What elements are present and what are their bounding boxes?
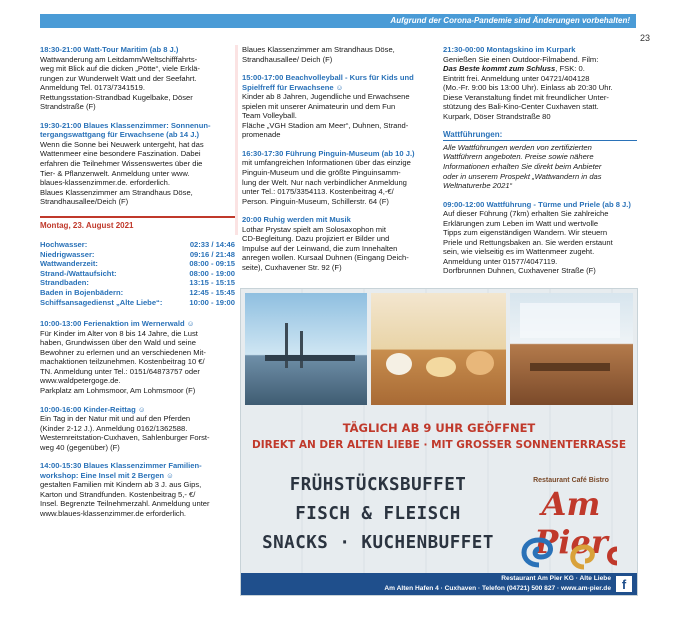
tide-value: 10:00 - 19:00 bbox=[189, 297, 235, 307]
table-row bbox=[40, 250, 235, 260]
section-title: Wattführungen: bbox=[443, 130, 637, 141]
column-3 bbox=[443, 45, 637, 285]
event-text: Insel. Begrenzte Teilnehmerzahl. Anmeldung unter bbox=[40, 499, 210, 509]
event-title: 15:00-17:00 Beachvolleyball - Kurs für Kids und bbox=[242, 73, 414, 83]
buffet-photo bbox=[371, 293, 506, 405]
event-text: Kurpark, Döser Strandstraße 80 bbox=[443, 111, 551, 121]
event-title: 14:00-15:30 Blaues Klassenzimmer Familien- bbox=[40, 461, 202, 471]
event-text: Genießen Sie einen Outdoor-Filmabend. Film: bbox=[443, 54, 599, 64]
table-row bbox=[40, 298, 235, 308]
table-row bbox=[40, 269, 235, 279]
event-title: tergangswattgang für Erwachsene (ab 14 J.) bbox=[40, 130, 200, 140]
tide-value: 09:16 / 21:48 bbox=[189, 249, 235, 259]
event-text: machaktionen teilzunehmen. Kostenbeitrag 10 €/ bbox=[40, 357, 205, 367]
event-text: Dorfbrunnen Duhnen, Cuxhavener Straße (F) bbox=[443, 266, 596, 276]
event-title: 16:30-17:30 Führung Pinguin-Museum (ab 10 J.) bbox=[242, 148, 415, 158]
event-text: Pinguin-Museum und die größte Pinguinsamm- bbox=[242, 168, 401, 178]
event-text: Person. Pinguin-Museum, Schillerstr. 64 (F) bbox=[242, 196, 389, 206]
tide-label: Hochwasser: bbox=[40, 240, 88, 250]
info-text: Informationen erhalten Sie direkt beim Anbieter bbox=[443, 162, 602, 172]
ad-photos bbox=[241, 289, 637, 409]
event-text: blaues-klassenzimmer.de. erforderlich. bbox=[40, 178, 170, 188]
event-beachvolleyball bbox=[242, 73, 439, 140]
event-text bbox=[443, 64, 637, 74]
event-text: Priele und Rettungsbaken an. Sie werden erstaunt bbox=[443, 237, 613, 247]
event-text: Impulse auf der Leinwand, die zum Innehalten bbox=[242, 243, 398, 253]
event-text: Für Kinder im Alter von 8 bis 14 Jahre, die Lust bbox=[40, 328, 198, 338]
event-text: anregen wollen. Kursaal Duhnen (Eingang Deich- bbox=[242, 253, 409, 263]
event-text: CD-Begleitung. Dazu projiziert er Bilder und bbox=[242, 234, 390, 244]
event-title: workshop: Eine Insel mit 2 Bergen ☺ bbox=[40, 470, 174, 480]
event-wernerwald bbox=[40, 319, 235, 395]
info-text: Alle Wattführungen werden von zertifizierten bbox=[443, 142, 592, 152]
table-row bbox=[40, 278, 235, 288]
event-text: stützung des Bali-Kino-Center Cuxhaven statt. bbox=[443, 102, 599, 112]
film-title: Das Beste kommt zum Schluss bbox=[443, 64, 556, 74]
tide-label: Wattwanderzeit: bbox=[40, 259, 98, 269]
event-text: Strandstraße (F) bbox=[40, 102, 96, 112]
event-text: Diese Veranstaltung findet mit freundlicher Unter- bbox=[443, 92, 609, 102]
event-title: 19:30-21:00 Blaues Klassenzimmer: Sonnenun- bbox=[40, 120, 211, 130]
event-text: Parkplatz am Lohmsmoor, Am Lohmsmoor (F) bbox=[40, 385, 196, 395]
event-text: Bewohner zu erlernen und an verschiedenen Mit- bbox=[40, 347, 206, 357]
event-text: Blaues Klassenzimmer am Strandhaus Döse, bbox=[40, 187, 193, 197]
tide-label: Strandbaden: bbox=[40, 278, 89, 288]
event-text: spielen mit unserer Animateurin und dem Fun bbox=[242, 101, 396, 111]
info-text: Wattführern angeboten. Preise sowie nähere bbox=[443, 152, 594, 162]
event-title: 09:00-12:00 Wattführung - Türme und Priele (ab 8 J.) bbox=[443, 199, 631, 209]
event-text: Strandhausallee/Deich (F) bbox=[40, 197, 129, 207]
ad-footer-contact: Am Alten Hafen 4 · Cuxhaven · Telefon (04721) 500 827 · www.am-pier.de bbox=[384, 585, 611, 592]
event-title: 18:30-21:00 Watt-Tour Maritim (ab 8 J.) bbox=[40, 45, 179, 54]
tide-value: 08:00 - 09:15 bbox=[189, 259, 235, 269]
ad-footer-company: Restaurant Am Pier KG · Alte Liebe bbox=[501, 575, 611, 582]
event-text: Westernreitstation-Cuxhaven, Sahlenburger Forst- bbox=[40, 433, 210, 443]
event-text: www.waldpetergoge.de. bbox=[40, 376, 121, 386]
event-familienworkshop bbox=[40, 461, 235, 518]
event-text: rungen zur Wunderwelt Watt und der Seefahrt. bbox=[40, 73, 197, 83]
event-title: 10:00-13:00 Ferienaktion im Wernerwald ☺ bbox=[40, 319, 195, 329]
event-watt-tour bbox=[40, 45, 235, 112]
tide-table bbox=[40, 240, 235, 307]
event-text: Wattenmeer eine besondere Faszination. Dabei bbox=[40, 149, 201, 159]
logo-name: Am Pier bbox=[534, 485, 608, 561]
event-text: Anmeldung Tel. 0173/7341519. bbox=[40, 83, 145, 93]
am-pier-logo bbox=[509, 477, 633, 573]
event-text: Karton und Strandfunden. Kostenbeitrag 5,- €/ bbox=[40, 489, 196, 499]
info-text: oder in unserem Prospekt „Wattwandern in das bbox=[443, 171, 602, 181]
event-text: Rettungsstation-Strandbad Kugelbake, Döser bbox=[40, 92, 193, 102]
advertisement-am-pier bbox=[240, 288, 638, 596]
event-text: Auf dieser Führung (7km) erhalten Sie zahlreiche bbox=[443, 209, 609, 219]
pier-photo bbox=[245, 293, 367, 405]
event-kinder-reittag bbox=[40, 405, 235, 453]
table-row bbox=[40, 259, 235, 269]
event-text: sein, wie vielseitig es im Wattenmeer zugeht. bbox=[443, 247, 595, 257]
event-continuation bbox=[242, 45, 439, 64]
event-text: Wattwanderung am Leitdamm/Weltschifffahrts- bbox=[40, 54, 198, 64]
corona-banner: Aufgrund der Corona-Pandemie sind Änderungen vorbehalten! bbox=[40, 14, 636, 28]
event-ruhig-werden bbox=[242, 215, 439, 272]
event-sonnenuntergang bbox=[40, 121, 235, 207]
table-row bbox=[40, 240, 235, 250]
tide-label: Baden in Bojenbädern: bbox=[40, 288, 124, 298]
event-text: seite), Cuxhavener Str. 92 (F) bbox=[242, 262, 342, 272]
tide-value: 13:15 - 15:15 bbox=[189, 278, 235, 288]
column-1 bbox=[40, 45, 235, 528]
event-text: gestalten Familien mit Kindern ab 3 J. aus Gips, bbox=[40, 480, 202, 490]
event-text: Blaues Klassenzimmer am Strandhaus Döse, bbox=[242, 45, 395, 54]
event-montagskino bbox=[443, 45, 637, 121]
event-text: TN. Anmeldung unter Tel.: 0151/64873757 oder bbox=[40, 366, 200, 376]
event-text: weg mit Blick auf die dicken „Pötte“, viele Erklä- bbox=[40, 64, 200, 74]
event-text: promenade bbox=[242, 130, 281, 140]
table-row bbox=[40, 288, 235, 298]
event-text: Eintritt frei. Anmeldung unter 04721/404128 bbox=[443, 73, 590, 83]
page-number: 23 bbox=[640, 33, 651, 43]
column-divider bbox=[235, 45, 238, 235]
ad-snacks: SNACKS · KUCHENBUFFET bbox=[262, 533, 494, 553]
event-text: (Mo.-Fr. 9:00 bis 13:00 Uhr). Einlass ab 20:30 Uhr. bbox=[443, 83, 613, 93]
ad-location: DIREKT AN DER ALTEN LIEBE · MIT GROSSER SONNENTERRASSE bbox=[252, 439, 626, 451]
film-suffix: , FSK: 0. bbox=[555, 64, 585, 74]
date-heading: Montag, 23. August 2021 bbox=[40, 216, 235, 235]
tide-label: Schiffsansagedienst „Alte Liebe“: bbox=[40, 297, 163, 307]
event-text: unter Tel.: 0175/3354113. Kostenbeitrag 4,-€/ bbox=[242, 187, 394, 197]
event-title: 21:30-00:00 Montagskino im Kurpark bbox=[443, 45, 576, 54]
event-text: haben, Grundwissen über den Wald und seine bbox=[40, 338, 196, 348]
tide-value: 08:00 - 19:00 bbox=[189, 268, 235, 278]
event-text: Tipps zum eigenständigen Wandern. Wir steuern bbox=[443, 228, 608, 238]
event-text: lung der Welt. Nur nach verbindlicher Anmeldung bbox=[242, 177, 407, 187]
event-text: Team Volleyball. bbox=[242, 111, 297, 121]
event-text: Kinder ab 8 Jahren, Jugendliche und Erwachsene bbox=[242, 92, 410, 102]
swirl-icon bbox=[509, 525, 633, 575]
event-title: 10:00-16:00 Kinder-Reittag ☺ bbox=[40, 404, 146, 414]
event-title: Spielfreff für Erwachsene ☺ bbox=[242, 82, 344, 92]
event-title: 20:00 Ruhig werden mit Musik bbox=[242, 215, 351, 225]
event-text: Erklärungen zum Leben im Watt und wertvolle bbox=[443, 218, 599, 228]
event-text: www.blaues-klassenzimmer.de erforderlich. bbox=[40, 508, 187, 518]
tide-label: Niedrigwasser: bbox=[40, 249, 95, 259]
event-text: Anmeldung unter 01577/4047119. bbox=[443, 256, 558, 266]
ad-fruehstueck: FRÜHSTÜCKSBUFFET bbox=[289, 475, 467, 495]
event-pinguin-museum bbox=[242, 149, 439, 206]
restaurant-photo bbox=[510, 293, 633, 405]
logo-subtitle: Restaurant Café Bistro bbox=[533, 477, 609, 484]
event-text: weg 40 (gegenüber) (F) bbox=[40, 442, 120, 452]
event-text: (Kinder 2-12 J.). Anmeldung 0162/1362588. bbox=[40, 423, 188, 433]
event-text: Tier- & Pflanzenwelt. Anmeldung unter www. bbox=[40, 168, 190, 178]
ad-opening-hours: TÄGLICH AB 9 UHR GEÖFFNET bbox=[342, 421, 536, 435]
event-text: Ein Tag in der Natur mit und auf den Pferden bbox=[40, 414, 191, 424]
tide-label: Strand-/Wattaufsicht: bbox=[40, 268, 117, 278]
tide-value: 02:33 / 14:46 bbox=[189, 240, 235, 250]
event-text: Wenn die Sonne bei Neuwerk untergeht, hat das bbox=[40, 139, 204, 149]
event-wattfuehrung-tuerme bbox=[443, 200, 637, 276]
ad-footer bbox=[241, 573, 637, 595]
event-text: Strandhausallee/ Deich (F) bbox=[242, 54, 333, 64]
event-text: erfahren die Teilnehmer Wissenswertes über die bbox=[40, 159, 203, 169]
event-text: mit umfangreichen Informationen über das einzige bbox=[242, 158, 411, 168]
info-text: Weltnaturerbe 2021“ bbox=[443, 181, 513, 191]
ad-fisch-fleisch: FISCH & FLEISCH bbox=[295, 504, 461, 524]
event-text: Lothar Prystav spielt am Solosaxophon mit bbox=[242, 224, 386, 234]
tide-value: 12:45 - 15:45 bbox=[189, 288, 235, 298]
facebook-icon[interactable]: f bbox=[616, 576, 632, 592]
wattfuehrungen-info bbox=[443, 130, 637, 190]
column-2 bbox=[242, 45, 439, 281]
event-text: Fläche „VGH Stadion am Meer“, Duhnen, Strand- bbox=[242, 120, 409, 130]
